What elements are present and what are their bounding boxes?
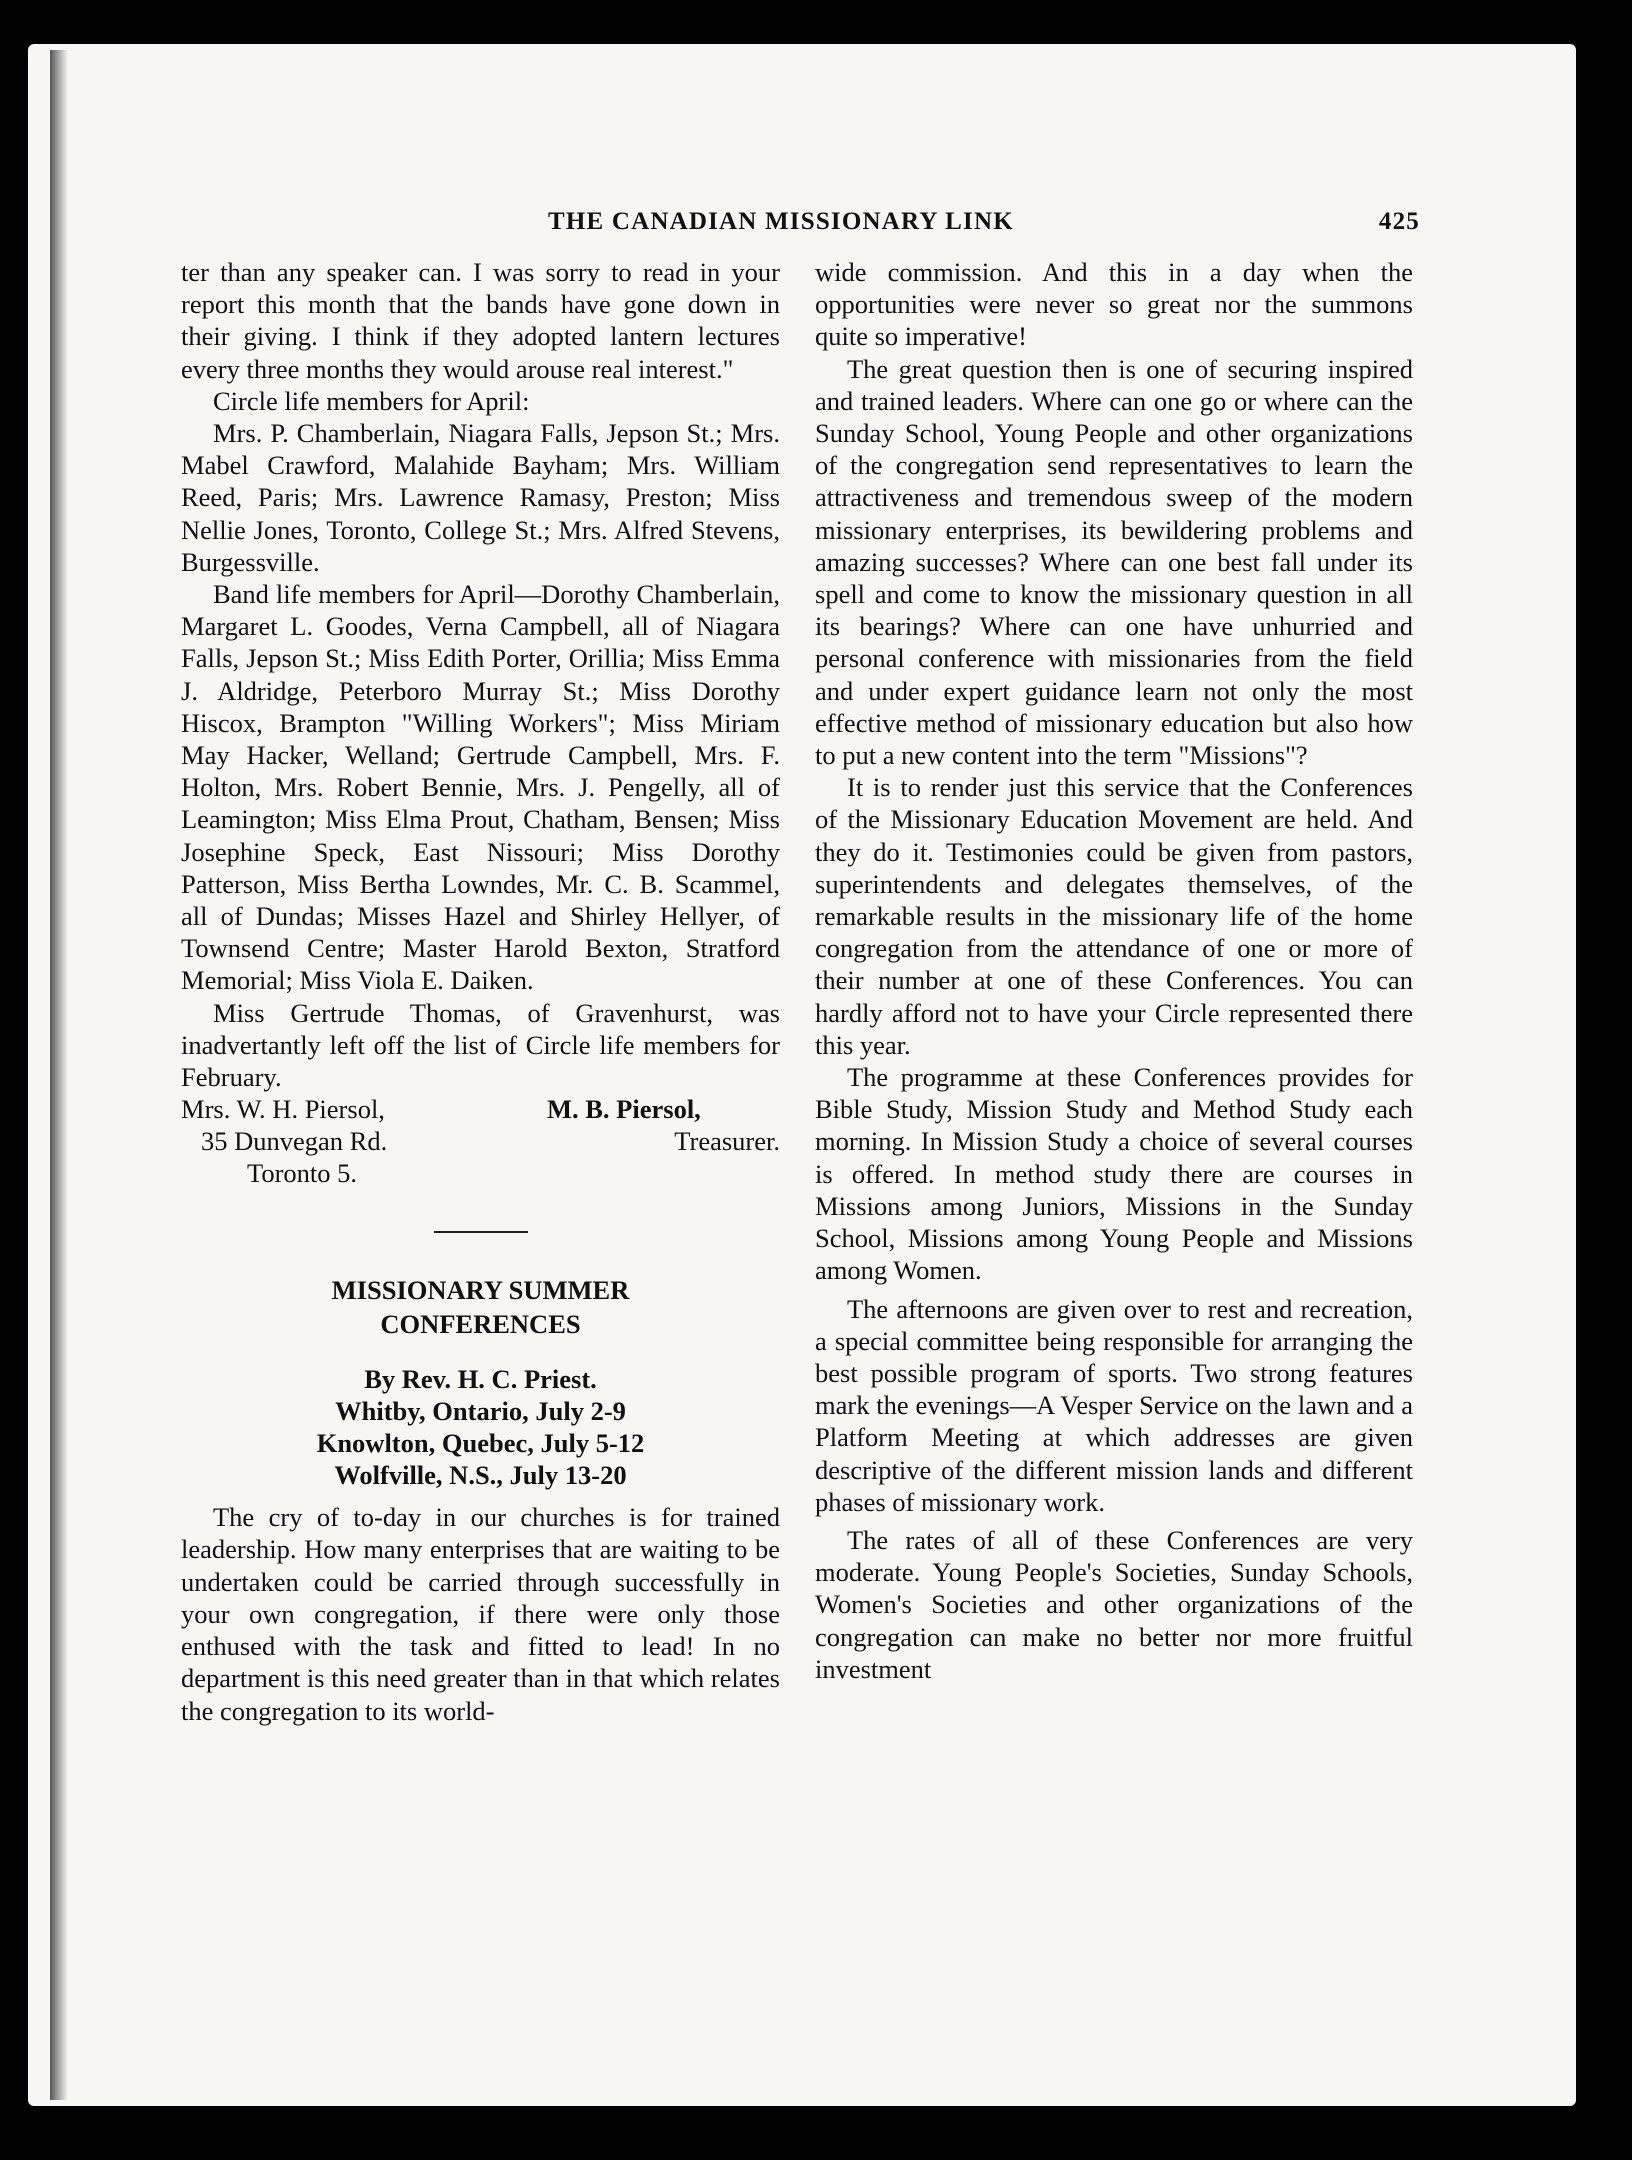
- paragraph: The cry of to-day in our churches is for trained leadership. How many enterprises that are waiting to be undertaken could be carried through successfully in your own congregation, if there were only those enthused with the task and fitted to lead! In no department is this need greater than in that which relates the congregation to its world-: [181, 1502, 780, 1726]
- running-title: THE CANADIAN MISSIONARY LINK: [548, 208, 1014, 235]
- paragraph: Mrs. P. Chamberlain, Niagara Falls, Jepson St.; Mrs. Mabel Crawford, Malahide Bayham; Mrs. William Reed, Paris; Mrs. Lawrence Ramasy, Preston; Miss Nellie Jones, Toronto, College St.; Mrs. Alfred Stevens, Burgessville.: [181, 418, 780, 577]
- schedule-item: Whitby, Ontario, July 2-9: [335, 1396, 626, 1427]
- paragraph: The rates of all of these Conferences are very moderate. Young People's Societies, Sunday Schools, Women's Societies and other organizations of the congregation can make no better nor more fruitful investment: [815, 1524, 1413, 1684]
- article-title-line: MISSIONARY SUMMER: [331, 1275, 630, 1306]
- signer-title: Treasurer.: [674, 1126, 780, 1157]
- article-byline: By Rev. H. C. Priest.: [364, 1364, 597, 1395]
- schedule-item: Wolfville, N.S., July 13-20: [334, 1460, 627, 1491]
- paragraph: ter than any speaker can. I was sorry to read in your report this month that the bands have gone down in their giving. I think if they adopted lantern lectures every three months they would arouse real interest.": [181, 257, 780, 384]
- address-street: 35 Dunvegan Rd.: [201, 1126, 388, 1157]
- conference-schedule: [181, 1395, 780, 1491]
- article-title: [181, 1273, 780, 1341]
- paragraph: Miss Gertrude Thomas, of Gravenhurst, was inadvertantly left off the list of Circle life members for February.: [181, 997, 780, 1093]
- paragraph: It is to render just this service that the Conferences of the Missionary Education Movement are held. And they do it. Testimonies could be given from pastors, superintendents and delegates themselves, of the remarkable results in the missionary life of the home congregation from the attendance of one or more of their number at one of these Conferences. You can hardly afford not to have your Circle represented there this year.: [815, 772, 1413, 1060]
- schedule-item: Knowlton, Quebec, July 5-12: [316, 1428, 645, 1459]
- address-city: Toronto 5.: [247, 1158, 358, 1189]
- right-column: [815, 256, 1413, 1685]
- signer-name: M. B. Piersol,: [547, 1094, 701, 1125]
- paragraph: wide commission. And this in a day when the opportunities were never so great nor the summons quite so imperative!: [815, 257, 1413, 352]
- section-divider: [434, 1231, 528, 1233]
- page-binding-shadow: [50, 50, 68, 2100]
- paragraph: Circle life members for April:: [213, 385, 530, 416]
- page-header: [180, 208, 1430, 244]
- paragraph: The great question then is one of securing inspired and trained leaders. Where can one go or where can the Sunday School, Young People and other organizations of the congregation send representatives to learn the attractiveness and tremendous sweep of the modern missionary enterprises, its bewildering problems and amazing successes? Where can one best fall under its spell and come to know the missionary question in all its bearings? Where can one have unhurried and personal conference with missionaries from the field and under expert guidance learn not only the most effective method of missionary education but also how to put a new content into the term "Missions"?: [815, 353, 1413, 771]
- paragraph: Band life members for April—Dorothy Chamberlain, Margaret L. Goodes, Verna Campbell, all of Niagara Falls, Jepson St.; Miss Edith Porter, Orillia; Miss Emma J. Aldridge, Peterboro Murray St.; Miss Dorothy Hiscox, Brampton "Willing Workers"; Miss Miriam May Hacker, Welland; Gertrude Campbell, Mrs. F. Holton, Mrs. Robert Bennie, Mrs. J. Pengelly, all of Leamington; Miss Elma Prout, Chatham, Bensen; Miss Josephine Speck, East Nissouri; Miss Dorothy Patterson, Miss Bertha Lowndes, Mr. C. B. Scammel, all of Dundas; Misses Hazel and Shirley Hellyer, of Townsend Centre; Master Harold Bexton, Stratford Memorial; Miss Viola E. Daiken.: [181, 579, 780, 996]
- paragraph: The afternoons are given over to rest and recreation, a special committee being responsible for arranging the best possible program of sports. Two strong features mark the evenings—A Vesper Service on the lawn and a Platform Meeting at which addresses are given descriptive of the different mission lands and different phases of missionary work.: [815, 1293, 1413, 1517]
- article-title-line: CONFERENCES: [380, 1309, 581, 1340]
- signature-block: [181, 1093, 780, 1191]
- paragraph: The programme at these Conferences provides for Bible Study, Mission Study and Method Study each morning. In Mission Study a choice of several courses is offered. In method study there are courses in Missions among Juniors, Missions in the Sunday School, Missions among Young People and Missions among Women.: [815, 1062, 1413, 1286]
- left-column: [181, 256, 780, 1727]
- address-name: Mrs. W. H. Piersol,: [181, 1094, 385, 1125]
- page-number: 425: [1378, 208, 1420, 235]
